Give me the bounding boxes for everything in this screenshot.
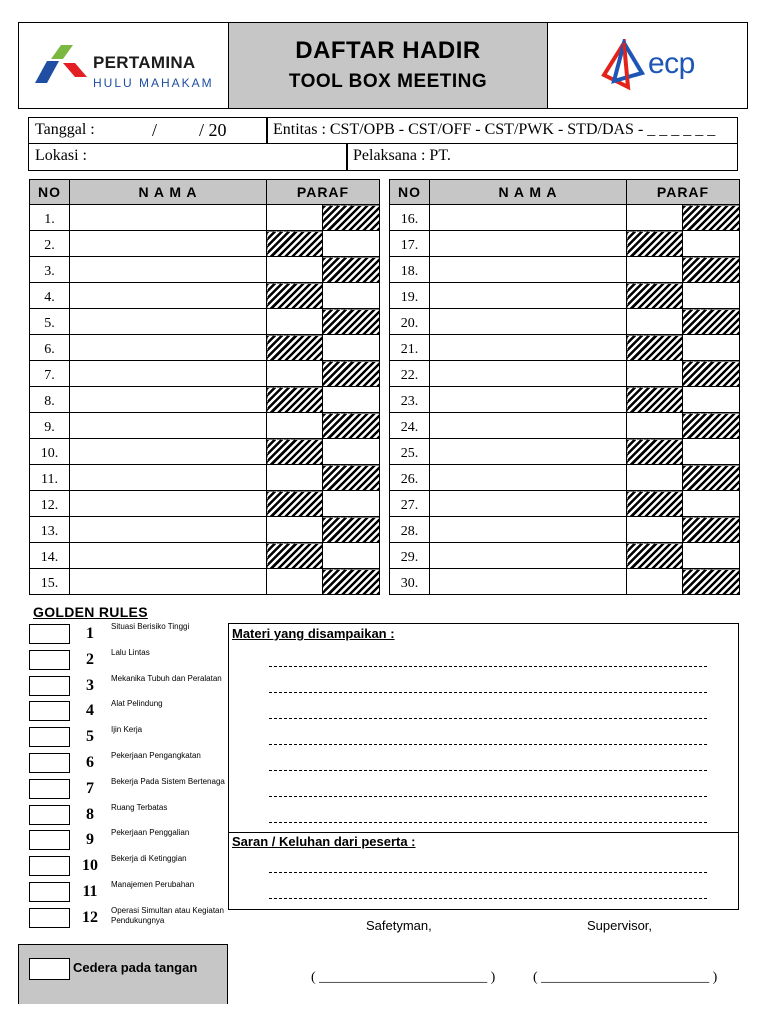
materi-line[interactable]: [269, 718, 707, 719]
golden-rule-checkbox[interactable]: [29, 830, 70, 850]
paraf-hatched-cell: [267, 543, 323, 569]
table-row: [30, 387, 380, 413]
paraf-hatched-cell: [267, 283, 323, 309]
page-subtitle: TOOL BOX MEETING: [288, 71, 488, 92]
table-row: [390, 517, 740, 543]
paraf-hatched-cell: [683, 257, 740, 283]
paraf-cell[interactable]: [323, 231, 380, 257]
golden-rule-checkbox[interactable]: [29, 624, 70, 644]
paraf-hatched-cell: [267, 335, 323, 361]
golden-rule-checkbox[interactable]: [29, 805, 70, 825]
golden-rule-item: [29, 776, 225, 801]
tanggal-label: Tanggal :: [35, 121, 95, 138]
row-number: 27.: [390, 491, 430, 517]
nama-cell[interactable]: [430, 569, 627, 595]
saran-title: Saran / Keluhan dari peserta :: [232, 834, 416, 849]
golden-rule-checkbox[interactable]: [29, 753, 70, 773]
safetyman-label: Safetyman,: [366, 918, 432, 933]
nama-cell[interactable]: [430, 335, 627, 361]
company-sub: HULU MAHAKAM: [93, 76, 214, 90]
row-number: 9.: [30, 413, 70, 439]
golden-rule-label: Lalu Lintas: [111, 647, 150, 657]
golden-rule-number: 7: [86, 779, 94, 797]
nama-cell[interactable]: [70, 413, 267, 439]
nama-cell[interactable]: [70, 465, 267, 491]
materi-line[interactable]: [269, 744, 707, 745]
section-divider: [229, 832, 738, 833]
row-number: 15.: [30, 569, 70, 595]
table-row: [390, 257, 740, 283]
golden-rule-item: [29, 802, 224, 827]
nama-cell[interactable]: [70, 205, 267, 231]
row-number: 3.: [30, 257, 70, 283]
materi-title: Materi yang disampaikan :: [232, 626, 395, 641]
golden-rule-checkbox[interactable]: [29, 882, 70, 902]
table-row: [390, 361, 740, 387]
col-paraf-header: PARAF: [267, 180, 380, 205]
paraf-cell[interactable]: [627, 309, 683, 335]
golden-rule-label: Alat Pelindung: [111, 699, 163, 709]
nama-cell[interactable]: [70, 257, 267, 283]
paraf-hatched-cell: [323, 569, 380, 595]
golden-rule-item: [29, 727, 224, 749]
table-row: [30, 231, 380, 257]
nama-cell[interactable]: [70, 517, 267, 543]
paraf-cell[interactable]: [323, 387, 380, 413]
nama-cell[interactable]: [430, 387, 627, 413]
golden-rule-checkbox[interactable]: [29, 701, 70, 721]
row-number: 24.: [390, 413, 430, 439]
golden-rule-checkbox[interactable]: [29, 676, 70, 696]
nama-cell[interactable]: [70, 335, 267, 361]
golden-rule-label: Ruang Terbatas: [111, 802, 168, 812]
nama-cell[interactable]: [430, 517, 627, 543]
table-row: [390, 205, 740, 231]
ecp-logo-cell: [548, 22, 748, 109]
col-no-header: NO: [30, 180, 70, 205]
title-cell: [228, 22, 548, 109]
company-name: PERTAMINA: [93, 53, 196, 72]
golden-rule-item: [29, 882, 224, 904]
row-number: 28.: [390, 517, 430, 543]
paraf-cell[interactable]: [323, 491, 380, 517]
ecp-logo-icon: [598, 39, 650, 93]
date-slash-2: / 20: [199, 120, 227, 140]
paraf-hatched-cell: [627, 491, 683, 517]
nama-cell[interactable]: [430, 361, 627, 387]
paraf-hatched-cell: [267, 439, 323, 465]
golden-rule-number: 8: [86, 805, 94, 823]
paraf-hatched-cell: [683, 309, 740, 335]
entitas-field[interactable]: [266, 117, 738, 144]
pelaksana-label: Pelaksana : PT.: [353, 147, 451, 164]
paraf-cell[interactable]: [267, 517, 323, 543]
row-number: 12.: [30, 491, 70, 517]
lokasi-field[interactable]: [28, 144, 348, 171]
paraf-hatched-cell: [627, 231, 683, 257]
row-number: 22.: [390, 361, 430, 387]
row-number: 29.: [390, 543, 430, 569]
paraf-hatched-cell: [627, 283, 683, 309]
nama-cell[interactable]: [70, 387, 267, 413]
paraf-hatched-cell: [683, 569, 740, 595]
table-row: [30, 543, 380, 569]
golden-rule-item: [29, 624, 224, 646]
paraf-cell[interactable]: [323, 335, 380, 361]
table-row: [30, 569, 380, 595]
row-number: 7.: [30, 361, 70, 387]
paraf-hatched-cell: [323, 257, 380, 283]
paraf-cell[interactable]: [683, 335, 740, 361]
nama-cell[interactable]: [70, 439, 267, 465]
supervisor-label: Supervisor,: [587, 918, 653, 933]
row-number: 6.: [30, 335, 70, 361]
paraf-cell[interactable]: [323, 439, 380, 465]
paraf-hatched-cell: [627, 439, 683, 465]
golden-rule-checkbox[interactable]: [29, 856, 70, 876]
row-number: 4.: [30, 283, 70, 309]
nama-cell[interactable]: [70, 569, 267, 595]
page-title: DAFTAR HADIR: [295, 37, 481, 64]
attendance-table-right: [389, 179, 740, 595]
row-number: 1.: [30, 205, 70, 231]
table-row: [390, 231, 740, 257]
golden-rule-checkbox[interactable]: [29, 650, 70, 670]
golden-rule-number: 2: [86, 650, 94, 668]
golden-rule-number: 3: [86, 676, 94, 694]
row-number: 2.: [30, 231, 70, 257]
paraf-cell[interactable]: [267, 309, 323, 335]
cedera-label: Cedera pada tangan: [73, 960, 198, 975]
golden-rule-item: [29, 701, 224, 723]
paraf-hatched-cell: [627, 387, 683, 413]
paraf-hatched-cell: [683, 361, 740, 387]
paraf-hatched-cell: [323, 517, 380, 543]
cedera-checkbox[interactable]: [29, 958, 70, 980]
nama-cell[interactable]: [70, 491, 267, 517]
row-number: 14.: [30, 543, 70, 569]
golden-rule-label: Pekerjaan Penggalian: [111, 828, 190, 838]
table-row: [30, 335, 380, 361]
nama-cell[interactable]: [70, 361, 267, 387]
row-number: 8.: [30, 387, 70, 413]
saran-line[interactable]: [269, 898, 707, 899]
paraf-cell[interactable]: [683, 543, 740, 569]
paraf-hatched-cell: [267, 387, 323, 413]
nama-cell[interactable]: [430, 491, 627, 517]
table-row: [390, 309, 740, 335]
row-number: 19.: [390, 283, 430, 309]
golden-rule-number: 12: [82, 908, 98, 926]
nama-cell[interactable]: [70, 309, 267, 335]
golden-rule-item: [29, 905, 224, 930]
entitas-label: Entitas : CST/OPB - CST/OFF - CST/PWK - STD/DAS - _ _ _ _ _ _: [273, 121, 716, 138]
nama-cell[interactable]: [430, 543, 627, 569]
row-number: 17.: [390, 231, 430, 257]
materi-line[interactable]: [269, 666, 707, 667]
materi-line[interactable]: [269, 692, 707, 693]
paraf-cell[interactable]: [267, 413, 323, 439]
paraf-hatched-cell: [683, 465, 740, 491]
tanggal-field[interactable]: [28, 117, 268, 144]
col-no-header: NO: [390, 180, 430, 205]
col-nama-header: N A M A: [70, 180, 267, 205]
paraf-cell[interactable]: [683, 283, 740, 309]
golden-rule-label: Situasi Berisiko Tinggi: [111, 622, 190, 631]
row-number: 11.: [30, 465, 70, 491]
golden-rule-label: Manajemen Perubahan: [111, 880, 195, 889]
nama-cell[interactable]: [430, 205, 627, 231]
paraf-cell[interactable]: [267, 205, 323, 231]
golden-rule-item: [29, 647, 224, 672]
table-row: [30, 491, 380, 517]
paraf-cell[interactable]: [267, 569, 323, 595]
paraf-cell[interactable]: [627, 205, 683, 231]
row-number: 13.: [30, 517, 70, 543]
col-nama-header: N A M A: [430, 180, 627, 205]
table-row: [30, 465, 380, 491]
golden-rule-number: 6: [86, 754, 94, 771]
saran-line[interactable]: [269, 872, 707, 873]
table-row: [30, 361, 380, 387]
row-number: 5.: [30, 309, 70, 335]
golden-rule-item: [29, 856, 224, 878]
col-paraf-header: PARAF: [627, 180, 740, 205]
row-number: 18.: [390, 257, 430, 283]
table-row: [390, 439, 740, 465]
golden-rule-number: 5: [86, 728, 94, 746]
golden-rule-label: Ijin Kerja: [111, 725, 143, 735]
table-row: [390, 569, 740, 595]
paraf-hatched-cell: [323, 413, 380, 439]
ecp-logo-text: ecp: [648, 47, 695, 80]
golden-rule-label: Pekerjaan Pengangkatan: [111, 751, 201, 760]
pelaksana-field[interactable]: [346, 144, 738, 171]
materi-box: [228, 623, 739, 910]
table-row: [390, 413, 740, 439]
nama-cell[interactable]: [430, 413, 627, 439]
row-number: 21.: [390, 335, 430, 361]
table-row: [390, 543, 740, 569]
nama-cell[interactable]: [430, 257, 627, 283]
table-row: [390, 491, 740, 517]
materi-line[interactable]: [269, 796, 707, 797]
paraf-cell[interactable]: [267, 361, 323, 387]
golden-rule-label: Mekanika Tubuh dan Peralatan: [111, 673, 222, 683]
golden-rule-number: 4: [86, 702, 94, 720]
materi-line[interactable]: [269, 822, 707, 823]
paraf-cell[interactable]: [627, 465, 683, 491]
row-number: 20.: [390, 309, 430, 335]
golden-rule-checkbox[interactable]: [29, 779, 70, 799]
paraf-hatched-cell: [683, 517, 740, 543]
nama-cell[interactable]: [430, 465, 627, 491]
nama-cell[interactable]: [70, 283, 267, 309]
paraf-cell[interactable]: [627, 517, 683, 543]
paraf-cell[interactable]: [323, 543, 380, 569]
paraf-hatched-cell: [627, 335, 683, 361]
golden-rule-checkbox[interactable]: [29, 908, 70, 928]
paraf-hatched-cell: [323, 205, 380, 231]
golden-rule-checkbox[interactable]: [29, 727, 70, 747]
paraf-cell[interactable]: [683, 439, 740, 465]
table-row: [390, 387, 740, 413]
paraf-hatched-cell: [627, 543, 683, 569]
table-row: [30, 257, 380, 283]
table-row: [30, 309, 380, 335]
nama-cell[interactable]: [430, 439, 627, 465]
table-row: [30, 517, 380, 543]
cedera-box: [18, 944, 228, 1004]
golden-rule-label: Bekerja di Ketinggian: [111, 854, 187, 864]
nama-cell[interactable]: [70, 231, 267, 257]
paraf-cell[interactable]: [267, 257, 323, 283]
row-number: 10.: [30, 439, 70, 465]
golden-rule-item: [29, 830, 224, 852]
pertamina-logo-cell: [18, 22, 228, 109]
row-number: 26.: [390, 465, 430, 491]
table-row: [30, 205, 380, 231]
paraf-cell[interactable]: [627, 569, 683, 595]
paraf-hatched-cell: [683, 413, 740, 439]
golden-rule-label: Bekerja Pada Sistem Bertenaga: [111, 776, 225, 786]
lokasi-label: Lokasi :: [35, 147, 87, 164]
golden-rule-item: [29, 753, 224, 775]
pertamina-logo-icon: [33, 43, 89, 87]
paraf-hatched-cell: [267, 491, 323, 517]
supervisor-signature-line[interactable]: ( ________________________ ): [533, 970, 718, 985]
golden-rule-number: 10: [82, 857, 98, 875]
paraf-cell[interactable]: [683, 491, 740, 517]
table-row: [390, 283, 740, 309]
golden-rule-number: 9: [86, 831, 94, 849]
date-slash-1: /: [152, 120, 158, 140]
golden-rule-item: [29, 673, 224, 698]
paraf-cell[interactable]: [627, 257, 683, 283]
safetyman-signature-line[interactable]: ( ________________________ ): [311, 970, 496, 985]
paraf-cell[interactable]: [627, 413, 683, 439]
table-row: [30, 439, 380, 465]
nama-cell[interactable]: [430, 283, 627, 309]
golden-rule-label: Operasi Simultan atau Kegiatan Pendukungnya: [111, 905, 224, 925]
paraf-hatched-cell: [323, 361, 380, 387]
attendance-table-left: [29, 179, 380, 595]
table-row: [390, 335, 740, 361]
paraf-cell[interactable]: [627, 361, 683, 387]
row-number: 16.: [390, 205, 430, 231]
paraf-hatched-cell: [267, 231, 323, 257]
row-number: 23.: [390, 387, 430, 413]
paraf-cell[interactable]: [683, 231, 740, 257]
golden-rule-number: 1: [86, 625, 94, 642]
golden-rules-title: GOLDEN RULES: [33, 604, 148, 620]
materi-line[interactable]: [269, 770, 707, 771]
table-row: [30, 283, 380, 309]
paraf-cell[interactable]: [683, 387, 740, 413]
golden-rule-number: 11: [82, 883, 98, 900]
paraf-cell[interactable]: [267, 465, 323, 491]
row-number: 30.: [390, 569, 430, 595]
row-number: 25.: [390, 439, 430, 465]
paraf-hatched-cell: [323, 309, 380, 335]
nama-cell[interactable]: [70, 543, 267, 569]
nama-cell[interactable]: [430, 309, 627, 335]
paraf-hatched-cell: [683, 205, 740, 231]
table-row: [30, 413, 380, 439]
paraf-cell[interactable]: [323, 283, 380, 309]
paraf-hatched-cell: [323, 465, 380, 491]
table-row: [390, 465, 740, 491]
nama-cell[interactable]: [430, 231, 627, 257]
